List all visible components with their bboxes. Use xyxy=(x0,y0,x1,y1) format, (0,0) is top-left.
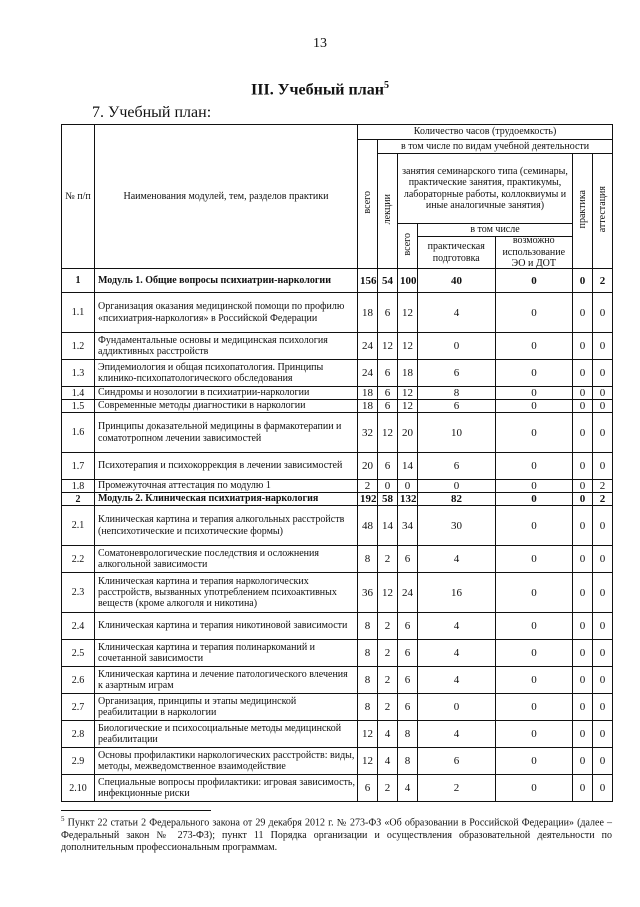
table-row xyxy=(62,546,613,573)
table-row xyxy=(62,640,613,667)
cell-practical: 0 xyxy=(418,480,496,493)
header-num: № п/п xyxy=(62,125,95,269)
cell-seminar: 20 xyxy=(398,413,418,453)
cell-lectures: 2 xyxy=(378,613,398,640)
cell-num: 2.4 xyxy=(62,613,95,640)
cell-practical: 16 xyxy=(418,573,496,613)
cell-lectures: 2 xyxy=(378,640,398,667)
cell-seminar: 6 xyxy=(398,640,418,667)
header-seminar: занятия семинарского типа (семинары, практические занятия, практикумы, лабораторные работы, коллоквиумы и иные аналогичные занятия) xyxy=(398,154,573,224)
footnote-mark: 5 xyxy=(61,815,65,823)
cell-practice: 0 xyxy=(573,546,593,573)
header-distance: возможно использование ЭО и ДОТ xyxy=(502,235,566,270)
table-row xyxy=(62,293,613,333)
cell-distance: 0 xyxy=(496,694,573,721)
header-hours-total: Количество часов (трудоемкость) xyxy=(358,125,613,140)
study-plan-subheading: 7. Учебный план: xyxy=(92,104,212,121)
cell-attestation: 0 xyxy=(593,613,613,640)
cell-practical: 10 xyxy=(418,413,496,453)
header-name: Наименования модулей, тем, разделов практики xyxy=(95,125,358,269)
cell-seminar: 24 xyxy=(398,573,418,613)
cell-lectures: 58 xyxy=(378,493,398,506)
cell-practice: 0 xyxy=(573,573,593,613)
cell-total: 32 xyxy=(358,413,378,453)
cell-practical: 6 xyxy=(418,748,496,775)
table-row xyxy=(62,506,613,546)
cell-lectures: 6 xyxy=(378,293,398,333)
cell-distance: 0 xyxy=(496,453,573,480)
cell-practical: 4 xyxy=(418,721,496,748)
cell-total: 2 xyxy=(358,480,378,493)
cell-name: Современные методы диагностики в наркологии xyxy=(95,400,358,413)
cell-lectures: 0 xyxy=(378,480,398,493)
cell-name: Психотерапия и психокоррекция в лечении зависимостей xyxy=(95,453,358,480)
cell-practical: 6 xyxy=(418,453,496,480)
cell-total: 48 xyxy=(358,506,378,546)
cell-seminar: 0 xyxy=(398,480,418,493)
cell-name: Модуль 2. Клиническая психиатрия-наркология xyxy=(95,493,358,506)
cell-practice: 0 xyxy=(573,360,593,387)
cell-name: Организация, принципы и этапы медицинской реабилитации в наркологии xyxy=(95,694,358,721)
table-row xyxy=(62,269,613,293)
cell-total: 24 xyxy=(358,360,378,387)
cell-total: 18 xyxy=(358,400,378,413)
cell-practice: 0 xyxy=(573,721,593,748)
section-footnote-mark: 5 xyxy=(383,80,389,91)
cell-name: Клиническая картина и терапия полинаркоманий и сочетанной зависимости xyxy=(95,640,358,667)
page-number: 13 xyxy=(313,36,327,51)
header-attestation: аттестация xyxy=(596,186,608,233)
table-row xyxy=(62,493,613,506)
table-row xyxy=(62,387,613,400)
cell-practice: 0 xyxy=(573,453,593,480)
cell-distance: 0 xyxy=(496,269,573,293)
cell-lectures: 6 xyxy=(378,400,398,413)
cell-attestation: 0 xyxy=(593,748,613,775)
cell-seminar: 6 xyxy=(398,613,418,640)
cell-attestation: 0 xyxy=(593,694,613,721)
cell-total: 8 xyxy=(358,694,378,721)
cell-distance: 0 xyxy=(496,333,573,360)
cell-lectures: 14 xyxy=(378,506,398,546)
cell-attestation: 0 xyxy=(593,360,613,387)
header-by-activity: в том числе по видам учебной деятельности xyxy=(378,140,613,154)
cell-lectures: 54 xyxy=(378,269,398,293)
cell-practical: 4 xyxy=(418,293,496,333)
cell-name: Клиническая картина и терапия наркологических расстройств, вызванных употреблением психоактивных веществ (кроме алкоголя и никотина) xyxy=(95,573,358,613)
cell-num: 1.1 xyxy=(62,293,95,333)
cell-seminar: 6 xyxy=(398,694,418,721)
cell-total: 18 xyxy=(358,387,378,400)
table-row xyxy=(62,573,613,613)
table-row xyxy=(62,360,613,387)
cell-num: 1.8 xyxy=(62,480,95,493)
cell-name: Специальные вопросы профилактики: игровая зависимость, инфекционные риски xyxy=(95,775,358,802)
cell-name: Клиническая картина и терапия никотиновой зависимости xyxy=(95,613,358,640)
cell-attestation: 0 xyxy=(593,413,613,453)
section-title xyxy=(0,80,640,99)
cell-num: 2.1 xyxy=(62,506,95,546)
header-practice: практика xyxy=(576,190,588,229)
table-row xyxy=(62,480,613,493)
cell-practice: 0 xyxy=(573,506,593,546)
cell-seminar: 12 xyxy=(398,400,418,413)
cell-total: 24 xyxy=(358,333,378,360)
cell-practice: 0 xyxy=(573,694,593,721)
cell-distance: 0 xyxy=(496,400,573,413)
cell-total: 20 xyxy=(358,453,378,480)
cell-practical: 6 xyxy=(418,360,496,387)
cell-name: Синдромы и нозологии в психиатрии-наркологии xyxy=(95,387,358,400)
cell-name: Фундаментальные основы и медицинская психология аддиктивных расстройств xyxy=(95,333,358,360)
study-plan-body xyxy=(62,269,613,802)
cell-num: 1.6 xyxy=(62,413,95,453)
cell-distance: 0 xyxy=(496,775,573,802)
header-seminar-incl: в том числе xyxy=(418,224,572,237)
cell-distance: 0 xyxy=(496,667,573,694)
header-practical-training: практическая подготовка xyxy=(418,237,496,268)
cell-num: 1.3 xyxy=(62,360,95,387)
cell-practical: 4 xyxy=(418,640,496,667)
cell-lectures: 2 xyxy=(378,775,398,802)
cell-seminar: 34 xyxy=(398,506,418,546)
cell-num: 2.5 xyxy=(62,640,95,667)
cell-attestation: 2 xyxy=(593,480,613,493)
cell-practical: 4 xyxy=(418,546,496,573)
table-row xyxy=(62,413,613,453)
table-row xyxy=(62,667,613,694)
cell-total: 8 xyxy=(358,667,378,694)
cell-practical: 8 xyxy=(418,387,496,400)
table-row xyxy=(62,694,613,721)
cell-lectures: 6 xyxy=(378,387,398,400)
cell-distance: 0 xyxy=(496,493,573,506)
cell-practice: 0 xyxy=(573,269,593,293)
cell-seminar: 14 xyxy=(398,453,418,480)
cell-practical: 30 xyxy=(418,506,496,546)
footnote-text: Пункт 22 статьи 2 Федерального закона от 29 декабря 2012 г. № 273-ФЗ «Об образовании в Российской Федерации» (далее – Федеральный закон № 273-ФЗ); пункт 11 Порядка организации и осуществления образовательной деятельности по дополнительным профессиональным программам. xyxy=(61,817,613,854)
cell-name: Основы профилактики наркологических расстройств: виды, методы, межведомственное взаимодействие xyxy=(95,748,358,775)
cell-name: Организация оказания медицинской помощи по профилю «психиатрия-наркология» в Российской Федерации xyxy=(95,293,358,333)
cell-total: 6 xyxy=(358,775,378,802)
cell-seminar: 6 xyxy=(398,667,418,694)
cell-total: 36 xyxy=(358,573,378,613)
header-attestation-cell xyxy=(593,154,613,269)
cell-num: 2.7 xyxy=(62,694,95,721)
table-row xyxy=(62,748,613,775)
cell-seminar: 100 xyxy=(398,269,418,293)
cell-lectures: 4 xyxy=(378,748,398,775)
cell-num: 2.6 xyxy=(62,667,95,694)
header-seminar-total: всего xyxy=(401,232,413,256)
cell-practical: 2 xyxy=(418,775,496,802)
cell-attestation: 0 xyxy=(593,667,613,694)
cell-num: 2.10 xyxy=(62,775,95,802)
footnote-rule xyxy=(61,810,211,811)
cell-seminar: 8 xyxy=(398,748,418,775)
cell-lectures: 2 xyxy=(378,667,398,694)
header-total: всего xyxy=(361,190,373,214)
table-row xyxy=(62,721,613,748)
cell-practical: 6 xyxy=(418,400,496,413)
cell-num: 1.2 xyxy=(62,333,95,360)
cell-attestation: 0 xyxy=(593,775,613,802)
cell-practice: 0 xyxy=(573,400,593,413)
table-row xyxy=(62,613,613,640)
table-row xyxy=(62,775,613,802)
cell-total: 8 xyxy=(358,613,378,640)
cell-distance: 0 xyxy=(496,360,573,387)
cell-attestation: 0 xyxy=(593,721,613,748)
cell-practical: 82 xyxy=(418,493,496,506)
cell-lectures: 12 xyxy=(378,333,398,360)
cell-total: 8 xyxy=(358,546,378,573)
header-seminar-subcols xyxy=(418,237,572,268)
cell-practice: 0 xyxy=(573,748,593,775)
header-seminar-total-cell xyxy=(398,224,418,269)
header-lectures-cell xyxy=(378,154,398,269)
cell-total: 156 xyxy=(358,269,378,293)
cell-name: Биологические и психосоциальные методы медицинской реабилитации xyxy=(95,721,358,748)
cell-distance: 0 xyxy=(496,573,573,613)
cell-distance: 0 xyxy=(496,748,573,775)
cell-distance: 0 xyxy=(496,480,573,493)
cell-num: 2.8 xyxy=(62,721,95,748)
cell-practice: 0 xyxy=(573,480,593,493)
cell-seminar: 4 xyxy=(398,775,418,802)
cell-num: 2.3 xyxy=(62,573,95,613)
table-row xyxy=(62,400,613,413)
cell-practical: 4 xyxy=(418,613,496,640)
cell-lectures: 6 xyxy=(378,360,398,387)
cell-name: Промежуточная аттестация по модулю 1 xyxy=(95,480,358,493)
cell-practice: 0 xyxy=(573,667,593,694)
cell-name: Эпидемиология и общая психопатология. Принципы клинико-психопатологического обследования xyxy=(95,360,358,387)
cell-distance: 0 xyxy=(496,387,573,400)
cell-lectures: 12 xyxy=(378,573,398,613)
cell-num: 1.5 xyxy=(62,400,95,413)
cell-practice: 0 xyxy=(573,413,593,453)
cell-distance: 0 xyxy=(496,413,573,453)
cell-practical: 0 xyxy=(418,694,496,721)
cell-practice: 0 xyxy=(573,775,593,802)
cell-practice: 0 xyxy=(573,613,593,640)
cell-distance: 0 xyxy=(496,721,573,748)
cell-practical: 4 xyxy=(418,667,496,694)
cell-practical: 0 xyxy=(418,333,496,360)
cell-distance: 0 xyxy=(496,546,573,573)
cell-num: 1.7 xyxy=(62,453,95,480)
cell-practice: 0 xyxy=(573,333,593,360)
cell-attestation: 2 xyxy=(593,269,613,293)
cell-seminar: 12 xyxy=(398,387,418,400)
table-row xyxy=(62,333,613,360)
cell-attestation: 2 xyxy=(593,493,613,506)
cell-attestation: 0 xyxy=(593,640,613,667)
cell-total: 8 xyxy=(358,640,378,667)
cell-practice: 0 xyxy=(573,493,593,506)
cell-total: 12 xyxy=(358,721,378,748)
cell-lectures: 2 xyxy=(378,694,398,721)
header-seminar-breakdown xyxy=(418,224,573,269)
cell-practice: 0 xyxy=(573,387,593,400)
cell-lectures: 4 xyxy=(378,721,398,748)
cell-attestation: 0 xyxy=(593,573,613,613)
cell-attestation: 0 xyxy=(593,293,613,333)
cell-name: Клиническая картина и лечение патологического влечения к азартным играм xyxy=(95,667,358,694)
cell-name: Модуль 1. Общие вопросы психиатрии-наркологии xyxy=(95,269,358,293)
header-lectures: лекции xyxy=(381,194,393,225)
table-row xyxy=(62,453,613,480)
section-title-text: III. Учебный план xyxy=(251,81,384,99)
cell-seminar: 12 xyxy=(398,333,418,360)
cell-attestation: 0 xyxy=(593,400,613,413)
cell-num: 2.9 xyxy=(62,748,95,775)
cell-practice: 0 xyxy=(573,293,593,333)
header-practice-cell xyxy=(573,154,593,269)
header-total-cell xyxy=(358,140,378,269)
cell-distance: 0 xyxy=(496,293,573,333)
cell-seminar: 8 xyxy=(398,721,418,748)
cell-attestation: 0 xyxy=(593,506,613,546)
cell-num: 1 xyxy=(62,269,95,293)
cell-num: 2.2 xyxy=(62,546,95,573)
cell-attestation: 0 xyxy=(593,333,613,360)
cell-num: 2 xyxy=(62,493,95,506)
cell-name: Клиническая картина и терапия алкогольных расстройств (непсихотические и психотические формы) xyxy=(95,506,358,546)
cell-attestation: 0 xyxy=(593,546,613,573)
cell-distance: 0 xyxy=(496,506,573,546)
cell-practical: 40 xyxy=(418,269,496,293)
cell-total: 12 xyxy=(358,748,378,775)
cell-distance: 0 xyxy=(496,613,573,640)
cell-name: Соматоневрологические последствия и осложнения алкогольной зависимости xyxy=(95,546,358,573)
cell-total: 192 xyxy=(358,493,378,506)
cell-total: 18 xyxy=(358,293,378,333)
cell-seminar: 6 xyxy=(398,546,418,573)
cell-attestation: 0 xyxy=(593,453,613,480)
cell-distance: 0 xyxy=(496,640,573,667)
cell-lectures: 2 xyxy=(378,546,398,573)
cell-seminar: 12 xyxy=(398,293,418,333)
cell-seminar: 132 xyxy=(398,493,418,506)
cell-practice: 0 xyxy=(573,640,593,667)
cell-seminar: 18 xyxy=(398,360,418,387)
cell-lectures: 6 xyxy=(378,453,398,480)
study-plan-table xyxy=(61,124,613,802)
cell-name: Принципы доказательной медицины в фармакотерапии и соматотропном лечении зависимостей xyxy=(95,413,358,453)
cell-lectures: 12 xyxy=(378,413,398,453)
cell-num: 1.4 xyxy=(62,387,95,400)
cell-attestation: 0 xyxy=(593,387,613,400)
footnote xyxy=(61,815,612,855)
